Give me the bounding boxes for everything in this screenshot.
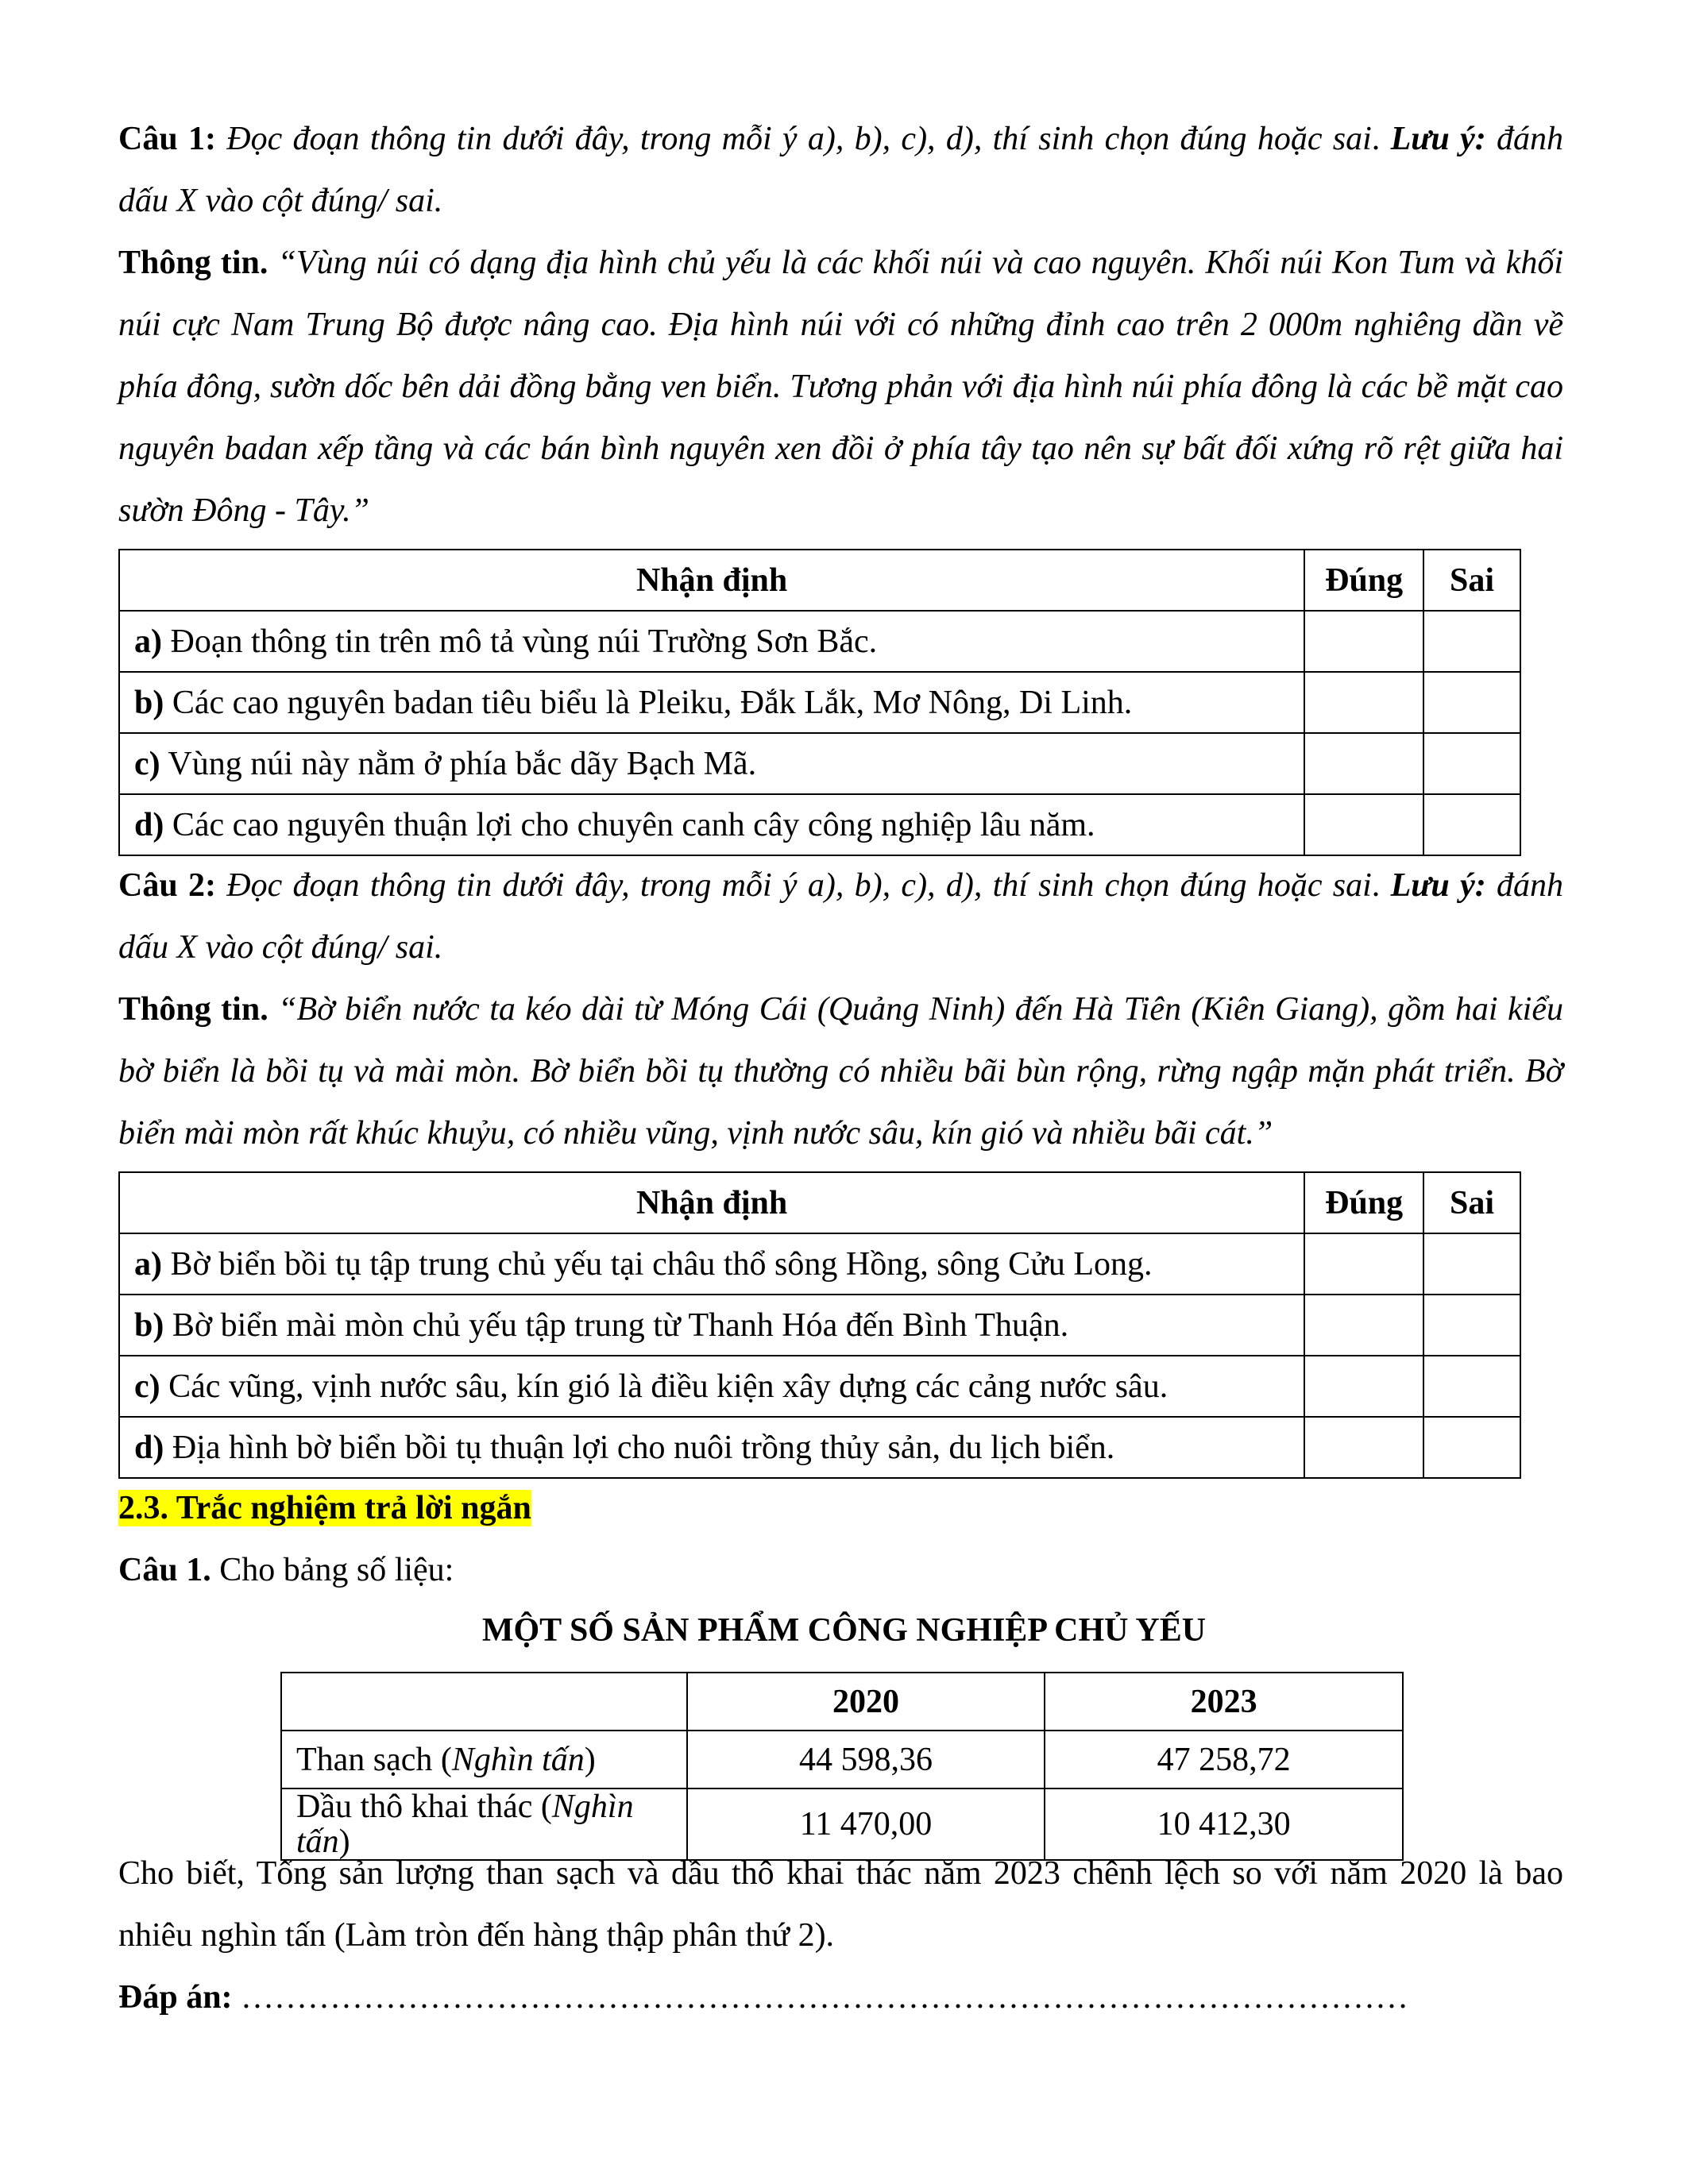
statement-key: c) xyxy=(134,1368,160,1405)
short-answer-question xyxy=(118,1843,1563,2028)
product-name: Dầu thô khai thác ( xyxy=(296,1788,552,1825)
question-2 xyxy=(118,855,1563,1164)
info-text: “Bờ biển nước ta kéo dài từ Móng Cái (Quảng Ninh) đến Hà Tiên (Kiên Giang), gồm hai kiểu bờ biển là bồi tụ và mài mòn. Bờ biển bồi tụ thường có nhiều bãi bùn rộng, rừng ngập mặn phát triển. Bờ biển mài mòn rất khúc khuỷu, có nhiều vũng, vịnh nước sâu, kín gió và nhiều bãi cát.” xyxy=(118,991,1563,1152)
false-checkbox-cell[interactable] xyxy=(1423,1295,1520,1356)
answer-label: Đáp án: xyxy=(118,1979,233,2016)
question-1-table xyxy=(118,549,1521,856)
false-checkbox-cell[interactable] xyxy=(1423,1233,1520,1295)
header-true: Đúng xyxy=(1304,1172,1423,1233)
question-2-info xyxy=(118,978,1563,1164)
value-2023: 10 412,30 xyxy=(1045,1788,1403,1860)
info-label: Thông tin. xyxy=(118,245,268,281)
info-label: Thông tin. xyxy=(118,991,268,1028)
value-2023: 47 258,72 xyxy=(1045,1731,1403,1788)
header-empty xyxy=(281,1673,687,1731)
punctuation: . xyxy=(1371,867,1391,904)
table-row xyxy=(119,1295,1520,1356)
header-true: Đúng xyxy=(1304,550,1423,611)
statement-text: Các vũng, vịnh nước sâu, kín gió là điều kiện xây dựng các cảng nước sâu. xyxy=(160,1368,1168,1405)
true-checkbox-cell[interactable] xyxy=(1304,611,1423,672)
table-row xyxy=(119,672,1520,733)
true-checkbox-cell[interactable] xyxy=(1304,1295,1423,1356)
statement-key: a) xyxy=(134,623,162,660)
table-row xyxy=(281,1731,1403,1788)
statement-key: b) xyxy=(134,1306,164,1344)
statement-cell xyxy=(119,1356,1304,1417)
false-checkbox-cell[interactable] xyxy=(1423,672,1520,733)
statement-cell xyxy=(119,1233,1304,1295)
statement-cell xyxy=(119,1295,1304,1356)
statement-key: b) xyxy=(134,684,164,721)
header-statement: Nhận định xyxy=(119,1172,1304,1233)
punctuation: ) xyxy=(584,1741,596,1778)
note-label: Lưu ý: xyxy=(1390,867,1486,904)
punctuation: . xyxy=(1371,121,1391,157)
statement-cell xyxy=(119,1417,1304,1478)
header-2020: 2020 xyxy=(687,1673,1045,1731)
note-text: đánh dấu X vào cột đúng/ sai. xyxy=(118,867,1564,966)
statement-key: d) xyxy=(134,806,164,843)
header-statement: Nhận định xyxy=(119,550,1304,611)
false-checkbox-cell[interactable] xyxy=(1423,611,1520,672)
question-1-info xyxy=(118,232,1563,542)
false-checkbox-cell[interactable] xyxy=(1423,1356,1520,1417)
table-header-row xyxy=(119,1172,1520,1233)
statement-key: c) xyxy=(134,745,160,782)
product-name-cell xyxy=(281,1731,687,1788)
statement-text: Các cao nguyên thuận lợi cho chuyên canh cây công nghiệp lâu năm. xyxy=(164,806,1095,843)
question-1 xyxy=(118,108,1563,542)
table-row xyxy=(119,1417,1520,1478)
table-header-row xyxy=(281,1673,1403,1731)
section-heading: 2.3. Trắc nghiệm trả lời ngắn xyxy=(118,1490,531,1526)
question-label: Câu 2: xyxy=(118,867,216,904)
product-unit: Nghìn tấn xyxy=(296,1788,634,1860)
true-checkbox-cell[interactable] xyxy=(1304,1356,1423,1417)
header-2023: 2023 xyxy=(1045,1673,1403,1731)
true-checkbox-cell[interactable] xyxy=(1304,733,1423,794)
header-false: Sai xyxy=(1423,550,1520,611)
question-prompt: Cho bảng số liệu: xyxy=(211,1552,454,1588)
statement-text: Địa hình bờ biển bồi tụ thuận lợi cho nuôi trồng thủy sản, du lịch biển. xyxy=(164,1429,1115,1466)
statement-key: a) xyxy=(134,1245,162,1283)
statement-text: Vùng núi này nằm ở phía bắc dãy Bạch Mã. xyxy=(160,745,757,782)
question-text: Cho biết, Tổng sản lượng than sạch và dầu thô khai thác năm 2023 chênh lệch so với năm 2020 là bao nhiêu nghìn tấn (Làm tròn đến hàng thập phân thứ 2). xyxy=(118,1855,1563,1954)
table-row xyxy=(119,1356,1520,1417)
note-label: Lưu ý: xyxy=(1390,121,1486,157)
statement-cell xyxy=(119,672,1304,733)
false-checkbox-cell[interactable] xyxy=(1423,733,1520,794)
product-unit: Nghìn tấn xyxy=(451,1741,585,1778)
data-table xyxy=(280,1672,1404,1861)
statement-cell xyxy=(119,794,1304,855)
punctuation: ) xyxy=(338,1823,350,1860)
question-label: Câu 1. xyxy=(118,1552,211,1588)
true-checkbox-cell[interactable] xyxy=(1304,1233,1423,1295)
table-row xyxy=(119,794,1520,855)
value-2020: 11 470,00 xyxy=(687,1788,1045,1860)
instruction-text: Đọc đoạn thông tin dưới đây, trong mỗi ý a), b), c), d), thí sinh chọn đúng hoặc sai xyxy=(215,867,1372,904)
answer-line[interactable] xyxy=(118,1966,1563,2028)
statement-cell xyxy=(119,611,1304,672)
false-checkbox-cell[interactable] xyxy=(1423,1417,1520,1478)
question-2-instruction xyxy=(118,855,1563,978)
statement-key: d) xyxy=(134,1429,164,1466)
info-text: “Vùng núi có dạng địa hình chủ yếu là các khối núi và cao nguyên. Khối núi Kon Tum và khối núi cực Nam Trung Bộ được nâng cao. Địa hình núi với có những đỉnh cao trên 2 000m nghiêng dần về phía đông, sườn dốc bên dải đồng bằng ven biển. Tương phản với địa hình núi phía đông là các bề mặt cao nguyên badan xếp tầng và các bán bình nguyên xen đồi ở phía tây tạo nên sự bất đối xứng rõ rệt giữa hai sườn Đông - Tây.” xyxy=(118,245,1563,529)
product-name: Than sạch ( xyxy=(296,1741,452,1778)
true-checkbox-cell[interactable] xyxy=(1304,672,1423,733)
note-text: đánh dấu X vào cột đúng/ sai. xyxy=(118,121,1564,219)
statement-text: Bờ biển bồi tụ tập trung chủ yếu tại châu thổ sông Hồng, sông Cửu Long. xyxy=(162,1245,1153,1283)
value-2020: 44 598,36 xyxy=(687,1731,1045,1788)
table-row xyxy=(119,611,1520,672)
question-1-instruction xyxy=(118,108,1563,232)
answer-blank[interactable]: …………………………………………………………………………………………… xyxy=(232,1979,1409,2016)
table-header-row xyxy=(119,550,1520,611)
false-checkbox-cell[interactable] xyxy=(1423,794,1520,855)
header-false: Sai xyxy=(1423,1172,1520,1233)
true-checkbox-cell[interactable] xyxy=(1304,794,1423,855)
table-row xyxy=(119,733,1520,794)
question-2-table xyxy=(118,1171,1521,1479)
statement-text: Bờ biển mài mòn chủ yếu tập trung từ Thanh Hóa đến Bình Thuận. xyxy=(164,1306,1069,1344)
true-checkbox-cell[interactable] xyxy=(1304,1417,1423,1478)
statement-text: Các cao nguyên badan tiêu biểu là Pleiku, Đắk Lắk, Mơ Nông, Di Linh. xyxy=(164,684,1133,721)
instruction-text: Đọc đoạn thông tin dưới đây, trong mỗi ý a), b), c), d), thí sinh chọn đúng hoặc sai xyxy=(215,121,1372,157)
table-title: MỘT SỐ SẢN PHẨM CÔNG NGHIỆP CHỦ YẾU xyxy=(481,1612,1207,1649)
statement-cell xyxy=(119,733,1304,794)
statement-text: Đoạn thông tin trên mô tả vùng núi Trường Sơn Bắc. xyxy=(162,623,878,660)
section-2-3 xyxy=(118,1477,1563,1601)
question-label: Câu 1: xyxy=(118,121,216,157)
table-row xyxy=(119,1233,1520,1295)
